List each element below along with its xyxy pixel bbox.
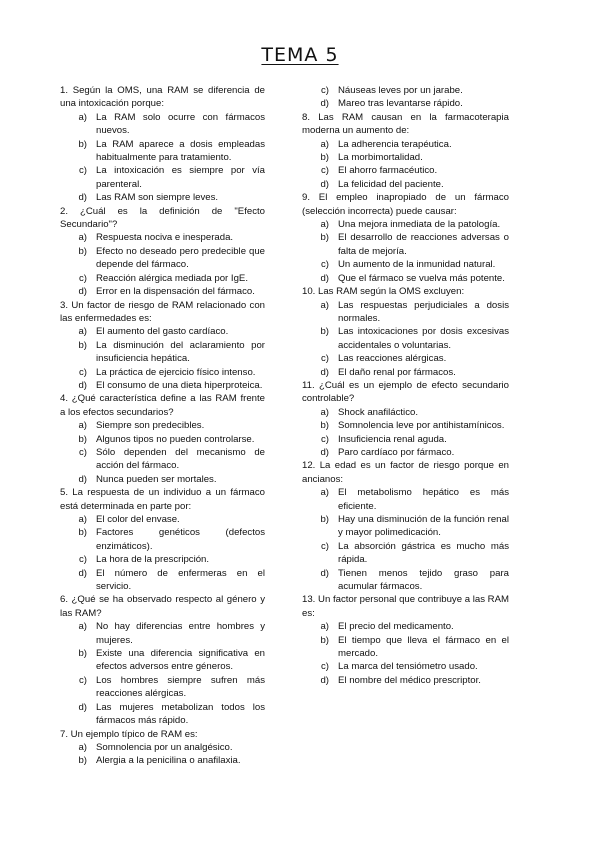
answer-option	[302, 218, 509, 231]
answer-option	[60, 754, 265, 767]
option-letter: d)	[320, 178, 329, 190]
answer-option	[302, 138, 509, 151]
options-list	[302, 299, 509, 379]
question-stem: 10. Las RAM según la OMS excluyen:	[302, 286, 465, 298]
option-letter: c)	[321, 259, 329, 271]
option-letter: a)	[78, 232, 87, 244]
option-text: Náuseas leves por un jarabe.	[338, 85, 463, 96]
option-text: El aumento del gasto cardíaco.	[96, 326, 229, 338]
question-stem: 8. Las RAM causan en la farmacoterapia moderna un aumento de:	[302, 111, 509, 137]
answer-option	[60, 138, 265, 165]
question-block	[302, 379, 509, 459]
option-text: La hora de la prescripción.	[96, 554, 210, 566]
option-text: La felicidad del paciente.	[338, 178, 444, 190]
option-letter: b)	[320, 634, 329, 646]
answer-option	[302, 567, 509, 594]
answer-option	[302, 406, 509, 419]
option-letter: c)	[321, 540, 329, 552]
option-letter: d)	[320, 446, 329, 458]
answer-option	[60, 231, 265, 244]
option-letter: b)	[320, 326, 329, 338]
question-stem: 13. Un factor personal que contribuye a las RAM es:	[302, 594, 509, 619]
option-text: Error en la dispensación del fármaco.	[96, 286, 255, 298]
option-text: La adherencia terapéutica.	[338, 138, 452, 150]
page-title: TEMA 5	[261, 44, 339, 66]
option-text: Nunca pueden ser mortales.	[96, 473, 217, 485]
answer-option	[60, 473, 265, 486]
answer-option	[60, 272, 265, 285]
answer-option	[60, 647, 265, 674]
answer-option	[302, 634, 509, 661]
option-text: Siempre son predecibles.	[96, 420, 205, 432]
option-text: Paro cardíaco por fármaco.	[338, 446, 455, 458]
options-list	[302, 138, 509, 192]
option-text: Shock anafiláctico.	[338, 406, 418, 418]
question-block	[60, 84, 265, 205]
answer-option	[60, 446, 265, 473]
answer-option	[302, 446, 509, 459]
question-block	[60, 593, 265, 727]
option-letter: c)	[79, 165, 87, 177]
options-list	[302, 486, 509, 593]
question-stem: 4. ¿Qué característica define a las RAM frente a los efectos secundarios?	[60, 393, 265, 418]
option-letter: a)	[78, 420, 87, 432]
answer-option	[302, 486, 509, 513]
answer-option	[302, 178, 509, 191]
answer-option	[60, 245, 265, 272]
right-column	[302, 84, 509, 687]
answer-option	[60, 513, 265, 526]
option-text: No hay diferencias entre hombres y mujeres.	[96, 621, 265, 646]
question-block	[302, 459, 509, 593]
option-letter: a)	[78, 621, 87, 633]
question-block	[60, 392, 265, 486]
answer-option	[60, 553, 265, 566]
option-letter: a)	[320, 138, 329, 150]
option-letter: d)	[78, 286, 87, 298]
options-list	[60, 419, 265, 486]
option-letter: c)	[79, 674, 87, 686]
answer-option	[302, 620, 509, 633]
option-text: El desarrollo de reacciones adversas o falta de mejoría.	[338, 232, 509, 257]
option-text: Los hombres siempre sufren más reacciones alérgicas.	[96, 674, 265, 700]
option-text: Reacción alérgica mediada por IgE.	[96, 272, 248, 284]
option-letter: b)	[78, 527, 87, 539]
option-letter: d)	[320, 366, 329, 378]
question-stem: 11. ¿Cuál es un ejemplo de efecto secundario controlable?	[302, 379, 509, 405]
option-letter: b)	[320, 420, 329, 432]
answer-option	[60, 379, 265, 392]
option-letter: a)	[320, 406, 329, 418]
option-letter: c)	[321, 85, 329, 96]
option-text: La intoxicación es siempre por vía parenteral.	[96, 165, 265, 190]
option-letter: c)	[321, 661, 329, 673]
question-stem: 5. La respuesta de un individuo a un fármaco está determinada en parte por:	[60, 487, 265, 512]
option-letter: b)	[78, 339, 87, 351]
option-letter: b)	[320, 514, 329, 525]
question-stem: 1. Según la OMS, una RAM se diferencia de una intoxicación porque:	[60, 85, 265, 110]
option-letter: d)	[78, 567, 87, 579]
option-letter: d)	[78, 473, 87, 485]
answer-option	[302, 84, 509, 97]
option-letter: c)	[321, 433, 329, 445]
question-block	[60, 486, 265, 593]
option-letter: d)	[320, 272, 329, 284]
option-text: Respuesta nociva e inesperada.	[96, 232, 234, 244]
option-text: Una mejora inmediata de la patología.	[338, 219, 501, 231]
option-letter: d)	[78, 701, 87, 713]
answer-option	[302, 97, 509, 110]
answer-option	[60, 164, 265, 191]
option-letter: b)	[78, 433, 87, 445]
option-text: El ahorro farmacéutico.	[338, 165, 438, 177]
question-block	[60, 728, 265, 768]
answer-option	[60, 325, 265, 338]
option-text: Hay una disminución de la función renal y mayor polimedicación.	[338, 514, 509, 539]
option-letter: d)	[320, 98, 329, 110]
option-text: La RAM solo ocurre con fármacos nuevos.	[96, 111, 265, 137]
option-letter: d)	[78, 192, 87, 204]
answer-option	[302, 151, 509, 164]
option-text: Sólo dependen del mecanismo de acción del fármaco.	[96, 446, 265, 472]
answer-option	[60, 419, 265, 432]
answer-option	[60, 701, 265, 728]
option-letter: c)	[79, 446, 87, 458]
option-letter: a)	[320, 299, 329, 311]
option-letter: b)	[78, 755, 87, 767]
option-letter: c)	[321, 353, 329, 365]
option-letter: b)	[320, 152, 329, 164]
options-list	[60, 111, 265, 205]
question-stem: 12. La edad es un factor de riesgo porque en ancianos:	[302, 460, 509, 485]
option-text: Efecto no deseado pero predecible que depende del fármaco.	[96, 245, 265, 271]
option-text: La morbimortalidad.	[338, 152, 423, 164]
option-text: Tienen menos tejido graso para acumular fármacos.	[338, 567, 509, 593]
answer-option	[60, 526, 265, 553]
option-letter: a)	[320, 219, 329, 231]
option-letter: d)	[320, 674, 329, 686]
answer-option	[60, 567, 265, 594]
answer-option	[60, 285, 265, 298]
left-column	[60, 84, 265, 768]
options-list	[60, 620, 265, 727]
option-letter: d)	[78, 379, 87, 391]
option-text: Las mujeres metabolizan todos los fármacos más rápido.	[96, 701, 265, 727]
answer-option	[60, 191, 265, 204]
option-text: Las RAM son siempre leves.	[96, 192, 219, 204]
options-list	[302, 620, 509, 687]
options-list	[60, 741, 265, 768]
options-list	[60, 231, 265, 298]
option-letter: c)	[79, 366, 87, 378]
answer-option	[302, 433, 509, 446]
question-block	[302, 285, 509, 379]
question-stem: 3. Un factor de riesgo de RAM relacionado con las enfermedades es:	[60, 299, 265, 324]
option-letter: b)	[78, 138, 87, 150]
option-text: El precio del medicamento.	[338, 621, 454, 633]
option-text: Insuficiencia renal aguda.	[338, 433, 447, 445]
option-text: El metabolismo hepático es más eficiente.	[338, 487, 509, 512]
option-text: La absorción gástrica es mucho más rápida.	[338, 540, 509, 566]
question-block	[302, 593, 509, 687]
answer-option	[302, 352, 509, 365]
question-stem: 9. El empleo inapropiado de un fármaco (selección incorrecta) puede causar:	[302, 192, 509, 217]
option-letter: c)	[79, 554, 87, 566]
option-text: Alergia a la penicilina o anafilaxia.	[96, 755, 241, 767]
option-text: Un aumento de la inmunidad natural.	[338, 259, 496, 271]
option-text: Que el fármaco se vuelva más potente.	[338, 272, 505, 284]
option-text: El color del envase.	[96, 514, 180, 525]
option-text: Existe una diferencia significativa en efectos adversos entre géneros.	[96, 648, 265, 673]
option-text: La marca del tensiómetro usado.	[338, 661, 478, 673]
answer-option	[302, 299, 509, 326]
option-letter: b)	[78, 245, 87, 257]
question-stem: 6. ¿Qué se ha observado respecto al género y las RAM?	[60, 594, 265, 619]
option-text: El consumo de una dieta hiperproteica.	[96, 379, 263, 391]
answer-option	[302, 419, 509, 432]
option-text: Algunos tipos no pueden controlarse.	[96, 433, 255, 445]
options-list	[60, 325, 265, 392]
option-text: El tiempo que lleva el fármaco en el mercado.	[338, 634, 509, 660]
option-text: Mareo tras levantarse rápido.	[338, 98, 463, 110]
option-letter: d)	[320, 567, 329, 579]
answer-option	[302, 325, 509, 352]
option-text: La RAM aparece a dosis empleadas habitualmente para tratamiento.	[96, 138, 265, 164]
answer-option	[60, 741, 265, 754]
answer-option	[302, 164, 509, 177]
question-block	[60, 299, 265, 393]
option-text: Las intoxicaciones por dosis excesivas accidentales o voluntarias.	[338, 326, 509, 351]
option-text: Somnolencia leve por antihistamínicos.	[338, 420, 505, 432]
option-letter: c)	[321, 165, 329, 177]
option-text: Las reacciones alérgicas.	[338, 353, 447, 365]
question-block	[60, 205, 265, 299]
answer-option	[302, 366, 509, 379]
question-block	[302, 191, 509, 285]
answer-option	[60, 366, 265, 379]
option-letter: c)	[79, 272, 87, 284]
option-text: El número de enfermeras en el servicio.	[96, 567, 265, 593]
options-list	[302, 406, 509, 460]
option-text: La disminución del aclaramiento por insuficiencia hepática.	[96, 339, 265, 365]
question-stem: 7. Un ejemplo típico de RAM es:	[60, 728, 198, 740]
option-text: Somnolencia por un analgésico.	[96, 741, 233, 753]
option-letter: b)	[78, 648, 87, 660]
options-list	[302, 218, 509, 285]
answer-option	[60, 111, 265, 138]
option-text: El daño renal por fármacos.	[338, 366, 456, 378]
option-letter: a)	[78, 514, 87, 525]
question-block	[302, 111, 509, 191]
answer-option	[302, 513, 509, 540]
option-letter: a)	[320, 487, 329, 499]
answer-option	[60, 433, 265, 446]
answer-option	[302, 660, 509, 673]
question-stem: 2. ¿Cuál es la definición de "Efecto Secundario"?	[60, 205, 265, 231]
option-letter: a)	[78, 326, 87, 338]
answer-option	[60, 620, 265, 647]
option-letter: a)	[78, 741, 87, 753]
option-letter: b)	[320, 232, 329, 244]
option-text: El nombre del médico prescriptor.	[338, 674, 481, 686]
answer-option	[302, 674, 509, 687]
option-letter: a)	[320, 621, 329, 633]
option-text: Las respuestas perjudiciales a dosis normales.	[338, 299, 509, 324]
answer-option	[302, 258, 509, 271]
options-list	[60, 513, 265, 593]
option-text: Factores genéticos (defectos enzimáticos).	[96, 527, 265, 552]
answer-option	[60, 674, 265, 701]
answer-option	[302, 231, 509, 258]
option-letter: a)	[78, 111, 87, 123]
continued-options-list	[302, 84, 509, 111]
option-text: La práctica de ejercicio físico intenso.	[96, 366, 256, 378]
answer-option	[302, 540, 509, 567]
answer-option	[302, 272, 509, 285]
answer-option	[60, 339, 265, 366]
